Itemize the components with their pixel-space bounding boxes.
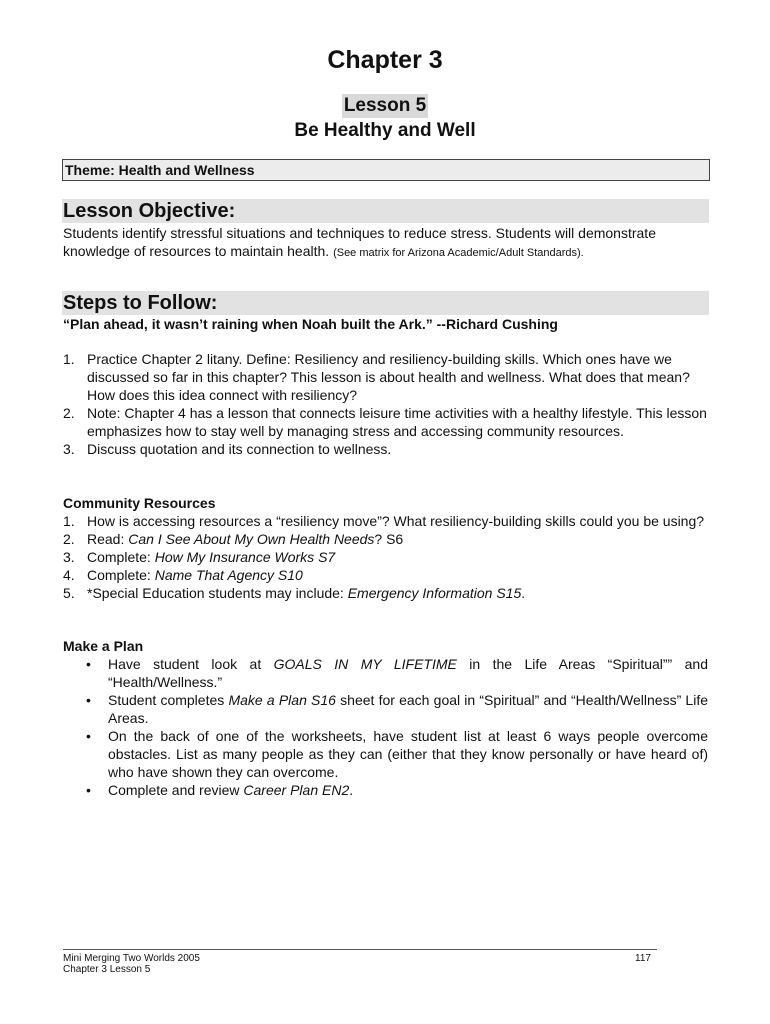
objective-text [63,224,708,262]
list-item: 1. How is accessing resources a “resiliency move”? What resiliency-building skills could you be using? [63,513,705,529]
list-item: 2. Read: Can I See About My Own Health Needs? S6 [63,531,404,547]
bullet-icon: • [86,692,91,708]
footer-left [63,953,200,975]
list-item: 1. Practice Chapter 2 litany. Define: Resiliency and resiliency-building skills. Which ones have we discussed so far in this chapter? This lesson is about health and wellness. What does that mean? How does this idea connect with resiliency? [63,351,690,403]
objective-heading: Lesson Objective: [62,199,709,223]
list-item: 5. *Special Education students may include: Emergency Information S15. [63,585,526,601]
bullet-icon: • [86,728,91,744]
list-item: • On the back of one of the worksheets, have student list at least 6 ways people overcome obstacles. List as many people as they can (either that they know personally or have heard of) who have shown they can overcome. [86,728,708,780]
objective-note: (See matrix for Arizona Academic/Adult Standards). [333,247,584,259]
list-item: 3. Complete: How My Insurance Works S7 [63,549,336,565]
list-item: 3. Discuss quotation and its connection to wellness. [63,441,392,457]
list-item: • Complete and review Career Plan EN2. [86,782,354,798]
list-item: • Student completes Make a Plan S16 sheet for each goal in “Spiritual” and “Health/Wellness” Life Areas. [86,692,709,726]
list-item: 2. Note: Chapter 4 has a lesson that connects leisure time activities with a healthy lifestyle. This lesson emphasizes how to stay well by managing stress and accessing community resources. [63,405,707,439]
objective-body: Students identify stressful situations and techniques to reduce stress. Students will demonstrate knowledge of resources to maintain health. [63,225,656,259]
steps-list [63,350,708,458]
quotation: “Plan ahead, it wasn’t raining when Noah built the Ark.” --Richard Cushing [63,316,558,332]
list-item: • Have student look at GOALS IN MY LIFETIME in the Life Areas “Spiritual”” and “Health/Wellness.” [86,656,708,690]
plan-section [63,637,708,799]
page-number: 117 [635,953,651,964]
steps-heading: Steps to Follow: [62,291,709,315]
plan-list [63,655,708,799]
steps-section [63,350,708,458]
lesson-number: Lesson 5 [343,95,427,116]
bullet-icon: • [86,656,91,672]
footer-divider [63,949,657,950]
footer-publication: Mini Merging Two Worlds 2005 [63,953,200,964]
community-heading: Community Resources [63,495,216,511]
chapter-title: Chapter 3 [327,46,443,74]
community-section [63,494,708,602]
theme-box: Theme: Health and Wellness [62,159,710,181]
footer-lesson: Chapter 3 Lesson 5 [63,964,151,975]
plan-heading: Make a Plan [63,638,144,654]
list-item: 4. Complete: Name That Agency S10 [63,567,303,583]
bullet-icon: • [86,782,91,798]
lesson-subtitle: Be Healthy and Well [294,120,476,141]
community-list [63,512,708,602]
